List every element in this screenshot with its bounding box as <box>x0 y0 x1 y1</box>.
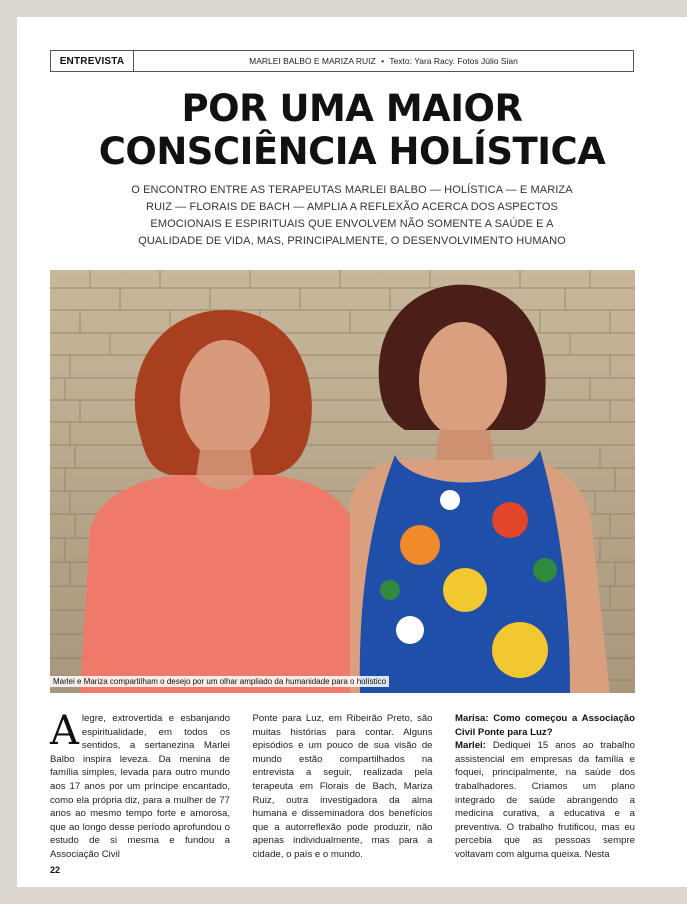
article-subtitle: O ENCONTRO ENTRE AS TERAPEUTAS MARLEI BALBO — HOLÍSTICA — E MARIZA RUIZ — FLORAIS DE BACH — AMPLIA A REFLEXÃO ACERCA DOS ASPECTOS EMOCIONAIS E ESPIRITUAIS QUE ENVOLVEM NÃO SOMENTE A SAÚDE E A QUALIDADE DE VIDA, MAS, PRINCIPALMENTE, O DESENVOLVIMENTO HUMANO <box>131 184 573 247</box>
interview-answer: Dediquei 15 anos ao trabalho assistencial em empresas da família e foquei, principalmente, na saúde dos trabalhadores. Criamos um plano integrado de saúde abrangendo a medicina curativa, a educativa e a preventiva. O trabalho frutificou, mas eu percebia que as pessoas sempre voltavam com alguma queixa. Nesta <box>455 740 635 860</box>
photo-illustration <box>50 270 635 693</box>
answer-speaker: Marlei: <box>455 740 486 752</box>
article-photo <box>50 270 635 693</box>
drop-cap: A <box>50 708 79 754</box>
title-line-1: POR UMA MAIOR <box>181 87 523 130</box>
magazine-page <box>17 17 687 887</box>
body-column-2: Ponte para Luz, em Ribeirão Preto, são muitas histórias para contar. Alguns episódios e um pouco de sua visão de mundo estão compartilhados na entrevista a seguir, realizada pela terapeuta em Florais de Bach, Mariza Ruiz, outra investigadora da alma humana e disseminadora dos benefícios que a autorreflexão pode produzir, não apenas individualmente, mas para a cidade, o país e o mundo. <box>252 713 433 860</box>
column-1-text: legre, extrovertida e esbanjando espiritualidade, em todos os sentidos, a sertanezina Marlei Balbo inspira leveza. Da menina de família simples, levada para outro mundo aos 17 anos por um príncipe encantado, como ela própria diz, para a mulher de 77 anos ao mesmo tempo forte e amorosa, que ao longo desse período aprofundou o estudo de si mesma e fundou a Associação Civil <box>50 713 230 860</box>
article-body <box>50 708 635 862</box>
article-header <box>50 50 634 72</box>
author-credits: Texto: Yara Racy. Fotos Júlio Sian <box>389 56 518 66</box>
bullet-separator: • <box>381 56 385 66</box>
body-column-1 <box>50 708 230 862</box>
interview-question: Marisa: Como começou a Associação Civil Ponte para Luz? <box>455 713 635 738</box>
section-tag: ENTREVISTA <box>51 51 134 71</box>
photo-caption: Marlei e Mariza compartilham o desejo por um olhar ampliado da humanidade para o holístico <box>50 676 389 687</box>
interviewee-names: MARLEI BALBO E MARIZA RUIZ <box>249 56 376 66</box>
page-number: 22 <box>50 865 61 875</box>
credits-line <box>134 56 633 66</box>
article-title <box>17 87 687 173</box>
body-column-3 <box>455 712 635 862</box>
title-line-2: CONSCIÊNCIA HOLÍSTICA <box>98 130 606 173</box>
